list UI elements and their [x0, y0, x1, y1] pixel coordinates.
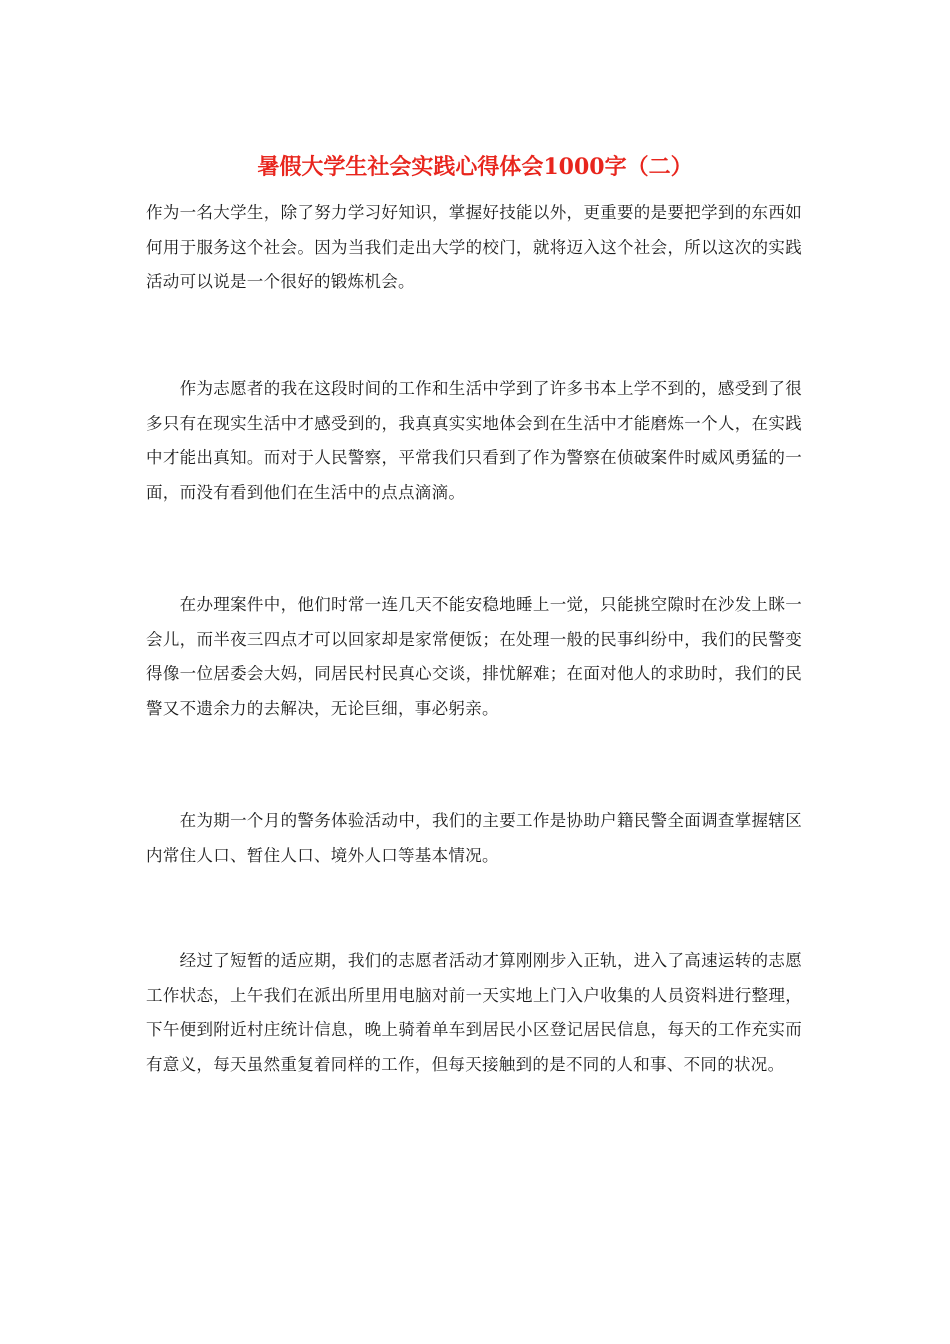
paragraph-2: 作为志愿者的我在这段时间的工作和生活中学到了许多书本上学不到的，感受到了很多只有在现实生活中才感受到的，我真真实实地体会到在生活中才能磨炼一个人，在实践中才能出真知。而对于人民警察，平常我们只看到了作为警察在侦破案件时威风勇猛的一面，而没有看到他们在生活中的点点滴滴。	[146, 379, 802, 502]
paragraph-4: 在为期一个月的警务体验活动中，我们的主要工作是协助户籍民警全面调查掌握辖区内常住人口、暂住人口、境外人口等基本情况。	[146, 811, 802, 865]
paragraph-1: 作为一名大学生，除了努力学习好知识，掌握好技能以外，更重要的是要把学到的东西如何用于服务这个社会。因为当我们走出大学的校门，就将迈入这个社会，所以这次的实践活动可以说是一个很好的锻炼机会。	[146, 203, 802, 291]
paragraph-5: 经过了短暂的适应期，我们的志愿者活动才算刚刚步入正轨，进入了高速运转的志愿工作状态，上午我们在派出所里用电脑对前一天实地上门入户收集的人员资料进行整理，下午便到附近村庄统计信息，晚上骑着单车到居民小区登记居民信息，每天的工作充实而有意义，每天虽然重复着同样的工作，但每天接触到的是不同的人和事、不同的状况。	[146, 951, 802, 1074]
paragraph-3: 在办理案件中，他们时常一连几天不能安稳地睡上一觉，只能挑空隙时在沙发上眯一会儿，而半夜三四点才可以回家却是家常便饭；在处理一般的民事纠纷中，我们的民警变得像一位居委会大妈，同居民村民真心交谈，排忧解难；在面对他人的求助时，我们的民警又不遗余力的去解决，无论巨细，事必躬亲。	[146, 595, 802, 718]
document-title: 暑假大学生社会实践心得体会1000字（二）	[257, 154, 693, 180]
